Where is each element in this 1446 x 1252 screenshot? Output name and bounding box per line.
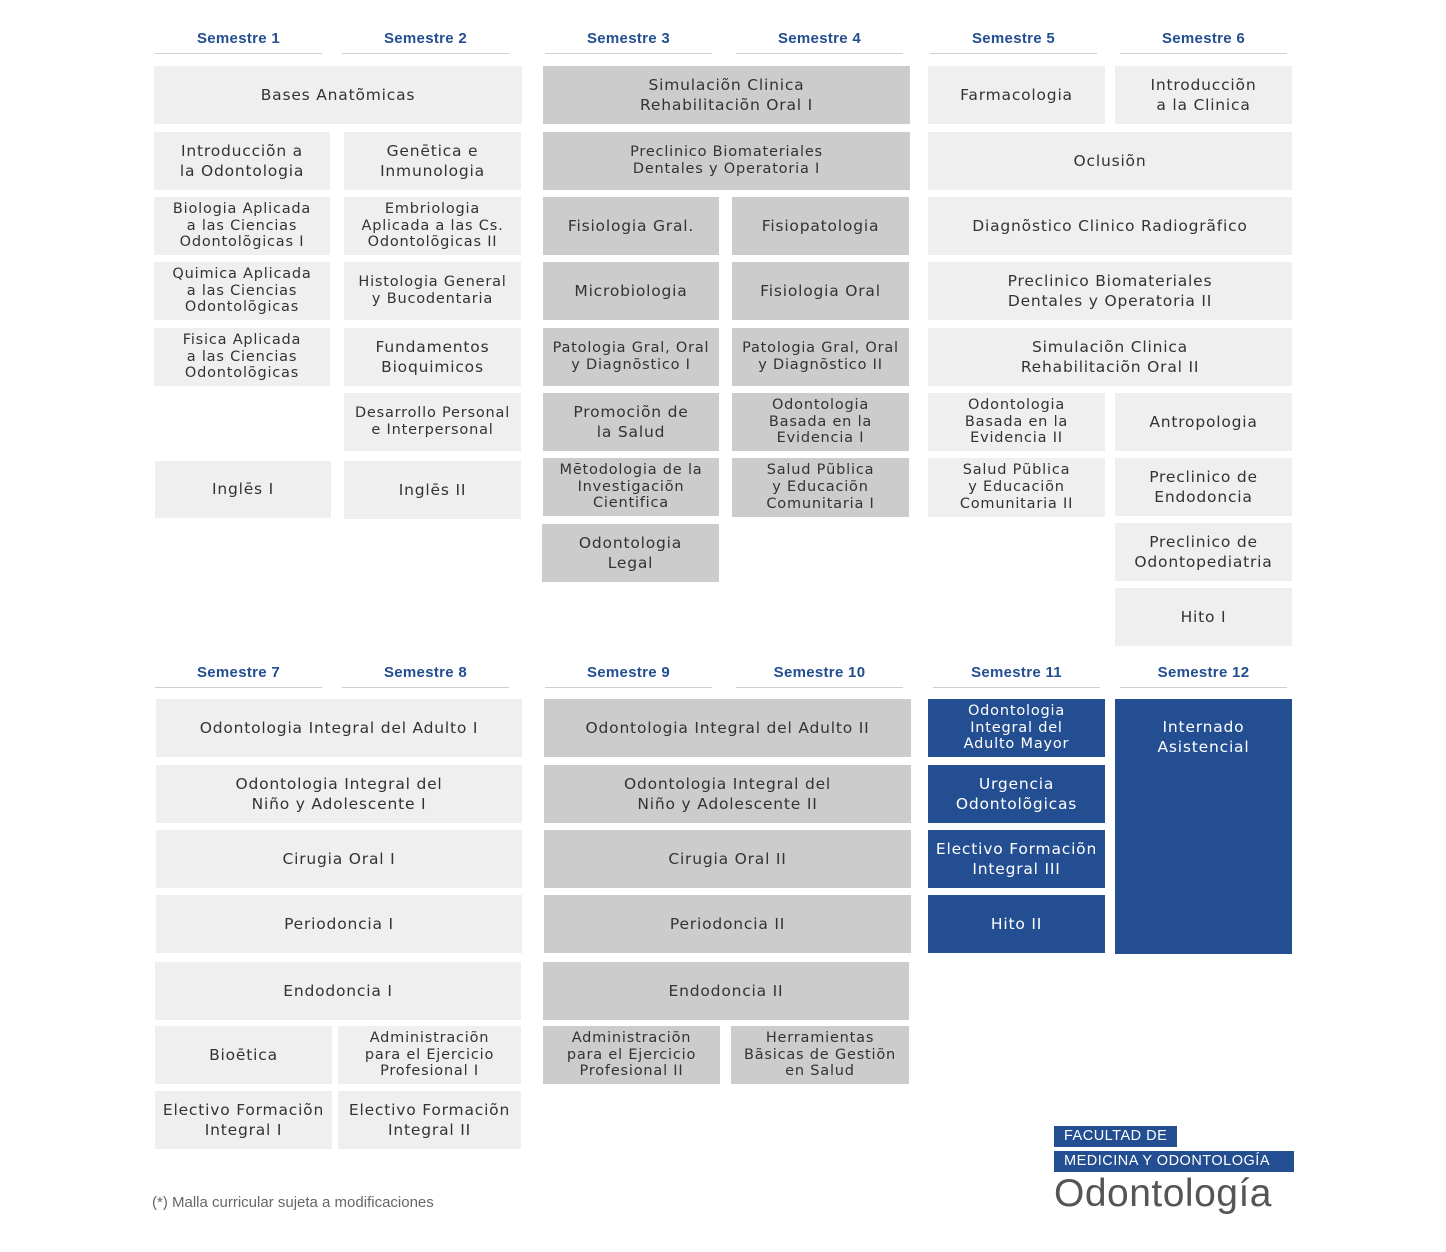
program-title: Odontología (1054, 1172, 1273, 1215)
course-simulacion-1: Simulaciõn Clinica Rehabilitaciõn Oral I (543, 66, 910, 124)
course-metodologia: Mētodologia de la Investigaciõn Cientifica (543, 458, 719, 516)
course-ingles-2: Inglēs II (344, 461, 521, 519)
faculty-label-line1: FACULTAD DE (1054, 1126, 1177, 1147)
course-administracion-2: Administraciõn para el Ejercicio Profesional II (543, 1026, 720, 1084)
course-hito-1: Hito I (1115, 588, 1292, 646)
course-fisiopatologia: Fisiopatologia (732, 197, 909, 255)
course-preclinico-biomateriales-2: Preclinico Biomateriales Dentales y Operatoria II (928, 262, 1292, 320)
course-biologia: Biologia Aplicada a las Ciencias Odontolõgicas I (154, 197, 330, 255)
course-cirugia-2: Cirugia Oral II (544, 830, 911, 888)
course-histologia: Histologia General y Bucodentaria (344, 262, 521, 320)
semester-11-header: Semestre 11 (933, 664, 1100, 688)
course-patologia-2: Patologia Gral, Oral y Diagnõstico II (732, 328, 909, 386)
course-fisiologia-gral: Fisiologia Gral. (543, 197, 719, 255)
semester-8-header: Semestre 8 (342, 664, 509, 688)
course-intro-odontologia: Introducciõn a la Odontologia (154, 132, 330, 190)
course-endodoncia-2: Endodoncia II (543, 962, 909, 1020)
course-promocion-salud: Promociõn de la Salud (543, 393, 719, 451)
course-fundamentos-bioquimicos: Fundamentos Bioquimicos (344, 328, 521, 386)
course-genetica: Genētica e Inmunologia (344, 132, 521, 190)
course-preclinico-odontopediatria: Preclinico de Odontopediatria (1115, 523, 1292, 581)
course-herramientas-gestion: Herramientas Bãsicas de Gestiõn en Salud (731, 1026, 909, 1084)
semester-5-header: Semestre 5 (930, 30, 1097, 54)
course-periodoncia-2: Periodoncia II (544, 895, 911, 953)
course-administracion-1: Administraciõn para el Ejercicio Profesional I (338, 1026, 521, 1084)
course-integral-nino-2: Odontologia Integral del Niño y Adolescente II (544, 765, 911, 823)
course-salud-publica-1: Salud Pũblica y Educaciõn Comunitaria I (732, 458, 909, 517)
course-integral-nino-1: Odontologia Integral del Niño y Adolescente I (156, 765, 522, 823)
semester-7-header: Semestre 7 (155, 664, 322, 688)
semester-1-header: Semestre 1 (155, 30, 322, 54)
course-salud-publica-2: Salud Pũblica y Educaciõn Comunitaria II (928, 458, 1105, 517)
course-fisiologia-oral: Fisiologia Oral (732, 262, 909, 320)
course-bases-anatomicas: Bases Anatõmicas (154, 66, 522, 124)
course-desarrollo-personal: Desarrollo Personal e Interpersonal (344, 393, 521, 451)
footnote: (*) Malla curricular sujeta a modificaciones (152, 1194, 434, 1211)
course-electivo-3: Electivo Formaciõn Integral III (928, 830, 1105, 888)
course-odontologia-evidencia-2: Odontologia Basada en la Evidencia II (928, 393, 1105, 451)
course-adulto-mayor: Odontologia Integral del Adulto Mayor (928, 699, 1105, 757)
course-preclinico-biomateriales-1: Preclinico Biomateriales Dentales y Operatoria I (543, 132, 910, 190)
course-endodoncia-1: Endodoncia I (155, 962, 521, 1020)
semester-9-header: Semestre 9 (545, 664, 712, 688)
course-quimica: Quimica Aplicada a las Ciencias Odontolõgicas (154, 262, 330, 320)
course-microbiologia: Microbiologia (543, 262, 719, 320)
semester-4-header: Semestre 4 (736, 30, 903, 54)
course-fisica: Fisica Aplicada a las Ciencias Odontolõgicas (154, 328, 330, 386)
course-cirugia-1: Cirugia Oral I (156, 830, 522, 888)
course-odontologia-legal: Odontologia Legal (542, 524, 719, 582)
course-electivo-1: Electivo Formaciõn Integral I (155, 1091, 332, 1149)
semester-6-header: Semestre 6 (1120, 30, 1287, 54)
course-periodoncia-1: Periodoncia I (156, 895, 522, 953)
course-farmacologia: Farmacologia (928, 66, 1105, 124)
course-integral-adulto-1: Odontologia Integral del Adulto I (156, 699, 522, 757)
course-odontologia-evidencia-1: Odontologia Basada en la Evidencia I (732, 393, 909, 451)
course-antropologia: Antropologia (1115, 393, 1292, 451)
course-introduccion-clinica: Introducciõn a la Clinica (1115, 66, 1292, 124)
course-ingles-1: Inglēs I (155, 461, 331, 518)
semester-10-header: Semestre 10 (736, 664, 903, 688)
course-preclinico-endodoncia: Preclinico de Endodoncia (1115, 458, 1292, 516)
course-internado: Internado Asistencial (1115, 699, 1292, 954)
course-electivo-2: Electivo Formaciõn Integral II (338, 1091, 521, 1149)
semester-12-header: Semestre 12 (1120, 664, 1287, 688)
course-integral-adulto-2: Odontologia Integral del Adulto II (544, 699, 911, 757)
course-bioetica: Bioētica (155, 1026, 332, 1084)
course-urgencia: Urgencia Odontolõgicas (928, 765, 1105, 823)
course-oclusion: Oclusiõn (928, 132, 1292, 190)
course-patologia-1: Patologia Gral, Oral y Diagnõstico I (543, 328, 719, 386)
faculty-label-line2: MEDICINA Y ODONTOLOGÍA (1054, 1151, 1294, 1172)
semester-2-header: Semestre 2 (342, 30, 509, 54)
course-embriologia: Embriologia Aplicada a las Cs. Odontolõgicas II (344, 197, 521, 255)
course-diagnostico-radiografico: Diagnõstico Clinico Radiogrãfico (928, 197, 1292, 255)
course-hito-2: Hito II (928, 895, 1105, 953)
semester-3-header: Semestre 3 (545, 30, 712, 54)
course-simulacion-2: Simulaciõn Clinica Rehabilitaciõn Oral II (928, 328, 1292, 386)
